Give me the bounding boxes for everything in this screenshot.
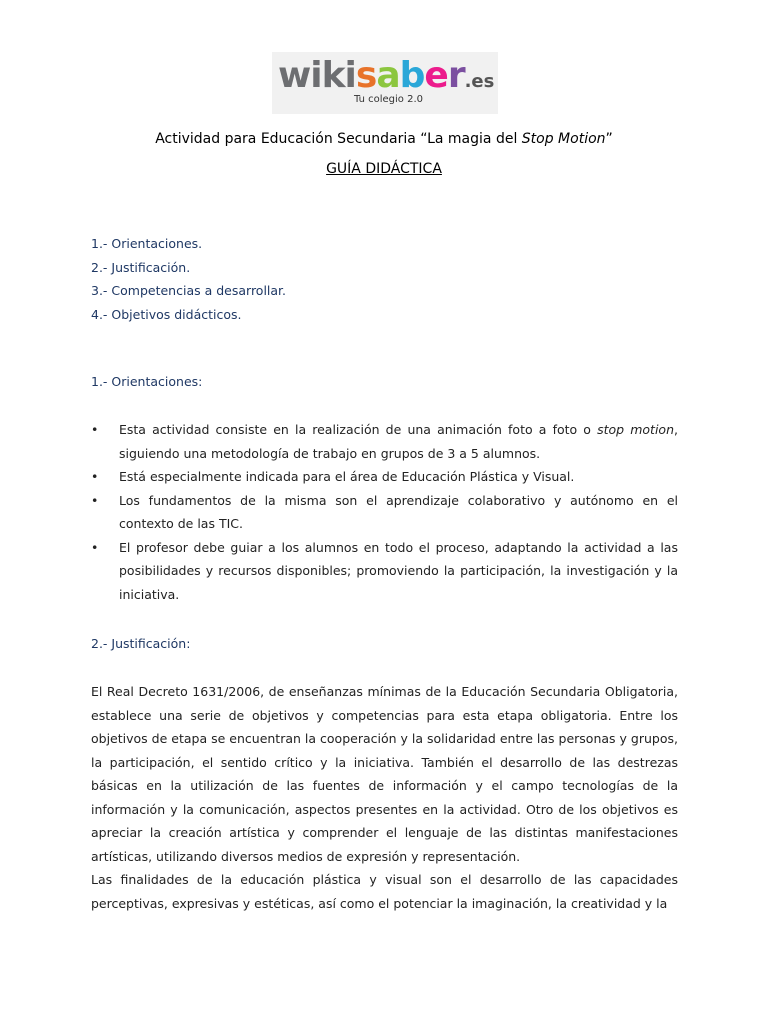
document-subtitle: GUÍA DIDÁCTICA [326,161,442,177]
bullet-icon: • [91,469,99,484]
toc-item: 2.- Justificación. [91,259,191,275]
logo-tagline: Tu colegio 2.0 [354,94,423,105]
section-heading-orientaciones: 1.- Orientaciones: [91,374,203,389]
bullet-icon: • [91,492,99,508]
list-item: • Está especialmente indicada para el área de Educación Plástica y Visual. [91,465,678,489]
justificacion-body [91,680,678,915]
list-item: • Esta actividad consiste en la realización de una animación foto a foto o stop motion, siguiendo una metodología de trabajo en grupos de 3 a 5 alumnos. [91,418,678,465]
document-title: Actividad para Educación Secundaria “La magia del Stop Motion” [155,131,613,147]
wikisaber-logo [272,52,498,114]
toc-item: 3.- Competencias a desarrollar. [91,283,287,298]
paragraph: Las finalidades de la educación plástica y visual son el desarrollo de las capacidades perceptivas, expresivas y estéticas, así como el potenciar la imaginación, la creatividad y la [91,872,678,911]
toc-item: 4.- Objetivos didácticos. [91,306,242,322]
logo-wordmark: wikisaber.es [278,55,495,96]
bullet-icon: • [91,422,99,437]
logo-suffix: .es [464,71,495,92]
list-item: • El profesor debe guiar a los alumnos en todo el proceso, adaptando la actividad a las posibilidades y recursos disponibles; promoviendo la participación, la investigación y la iniciativa. [91,536,678,607]
toc-item: 1.- Orientaciones. [91,236,203,251]
section-heading-justificacion: 2.- Justificación: [91,636,191,651]
bullet-icon: • [91,539,99,555]
orientaciones-list [91,418,678,606]
paragraph: El Real Decreto 1631/2006, de enseñanzas mínimas de la Educación Secundaria Obligatoria, establece una serie de objetivos y competencias para esta etapa obligatoria. Entre los objetivos de etapa se encuentran la cooperación y la solidaridad entre las personas y grupos, la participación, el sentido crítico y la iniciativa. También el desarrollo de las destrezas básicas en la utilización de las fuentes de información y el campo tecnologías de la información y la comunicación, aspectos presentes en la actividad. Otro de los objetivos es apreciar la creación artística y comprender el lenguaje de las distintas manifestaciones artísticas, utilizando diversos medios de expresión y representación. [91,684,678,864]
table-of-contents [91,232,286,326]
list-item: • Los fundamentos de la misma son el aprendizaje colaborativo y autónomo en el contexto de las TIC. [91,489,678,536]
